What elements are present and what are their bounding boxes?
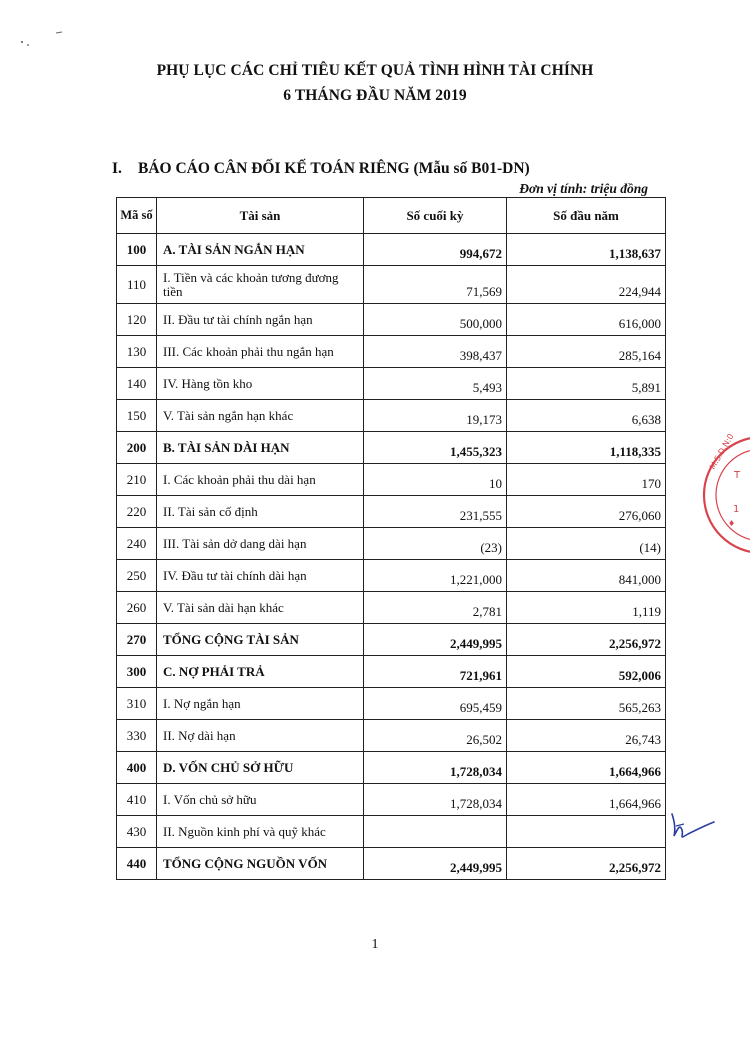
- row-code: 210: [117, 464, 157, 496]
- table-row: [117, 816, 666, 848]
- row-item: TỔNG CỘNG TÀI SẢN: [157, 624, 364, 656]
- row-end-value: 26,502: [364, 720, 507, 752]
- row-code: 430: [117, 816, 157, 848]
- table-row: [117, 752, 666, 784]
- row-begin-value: 841,000: [507, 560, 666, 592]
- table-row: [117, 336, 666, 368]
- table-row: [117, 656, 666, 688]
- row-code: 300: [117, 656, 157, 688]
- row-end-value: 10: [364, 464, 507, 496]
- row-code: 150: [117, 400, 157, 432]
- company-seal-stamp: [700, 430, 750, 560]
- row-item: A. TÀI SẢN NGẮN HẠN: [157, 234, 364, 266]
- signature-initials: [668, 808, 718, 848]
- svg-text:1: 1: [733, 504, 740, 515]
- table-row: [117, 720, 666, 752]
- row-end-value: 398,437: [364, 336, 507, 368]
- row-code: 250: [117, 560, 157, 592]
- table-row: [117, 368, 666, 400]
- row-item: I. Các khoản phải thu dài hạn: [157, 464, 364, 496]
- scan-marks: [18, 30, 78, 50]
- document-title-line2: 6 THÁNG ĐẦU NĂM 2019: [283, 87, 467, 104]
- row-end-value: 2,449,995: [364, 848, 507, 880]
- row-code: 220: [117, 496, 157, 528]
- row-end-value: 1,455,323: [364, 432, 507, 464]
- row-code: 200: [117, 432, 157, 464]
- row-item: II. Tài sản cố định: [157, 496, 364, 528]
- row-item: II. Nợ dài hạn: [157, 720, 364, 752]
- row-end-value: 994,672: [364, 234, 507, 266]
- row-begin-value: 170: [507, 464, 666, 496]
- row-item: III. Tài sản dở dang dài hạn: [157, 528, 364, 560]
- header-code: Mã số: [117, 198, 157, 234]
- table-header-row: [117, 198, 666, 234]
- row-end-value: 231,555: [364, 496, 507, 528]
- svg-text:M.S.D.N:0: M.S.D.N:0: [707, 432, 736, 471]
- row-begin-value: 26,743: [507, 720, 666, 752]
- header-item: Tài sản: [157, 198, 364, 234]
- page-number: 1: [371, 937, 379, 952]
- row-end-value: 500,000: [364, 304, 507, 336]
- row-code: 260: [117, 592, 157, 624]
- row-code: 240: [117, 528, 157, 560]
- section-number: I.: [112, 160, 122, 177]
- row-begin-value: 592,006: [507, 656, 666, 688]
- row-code: 130: [117, 336, 157, 368]
- table-row: [117, 496, 666, 528]
- row-item: IV. Đầu tư tài chính dài hạn: [157, 560, 364, 592]
- row-item: I. Tiền và các khoản tương đương tiền: [157, 266, 364, 304]
- row-begin-value: 1,664,966: [507, 784, 666, 816]
- row-end-value: 1,728,034: [364, 752, 507, 784]
- section-heading: [112, 160, 530, 178]
- row-code: 140: [117, 368, 157, 400]
- document-title-line1: PHỤ LỤC CÁC CHỈ TIÊU KẾT QUẢ TÌNH HÌNH TÀI CHÍNH: [156, 62, 594, 79]
- row-begin-value: 2,256,972: [507, 848, 666, 880]
- row-end-value: 19,173: [364, 400, 507, 432]
- table-row: [117, 784, 666, 816]
- row-code: 120: [117, 304, 157, 336]
- row-begin-value: 1,138,637: [507, 234, 666, 266]
- row-item: C. NỢ PHẢI TRẢ: [157, 656, 364, 688]
- table-row: [117, 560, 666, 592]
- row-begin-value: 1,664,966: [507, 752, 666, 784]
- balance-sheet-table: [116, 197, 666, 880]
- row-begin-value: 1,119: [507, 592, 666, 624]
- table-row: [117, 528, 666, 560]
- row-item: D. VỐN CHỦ SỞ HỮU: [157, 752, 364, 784]
- row-end-value: (23): [364, 528, 507, 560]
- row-begin-value: 5,891: [507, 368, 666, 400]
- row-item: III. Các khoản phải thu ngắn hạn: [157, 336, 364, 368]
- row-begin-value: 2,256,972: [507, 624, 666, 656]
- row-code: 440: [117, 848, 157, 880]
- unit-note: Đơn vị tính: triệu đồng: [519, 181, 648, 196]
- table-row: [117, 848, 666, 880]
- table-row: [117, 234, 666, 266]
- row-end-value: 1,728,034: [364, 784, 507, 816]
- row-item: V. Tài sản dài hạn khác: [157, 592, 364, 624]
- row-item: I. Vốn chủ sở hữu: [157, 784, 364, 816]
- row-code: 100: [117, 234, 157, 266]
- header-end-period: Số cuối kỳ: [364, 198, 507, 234]
- row-item: B. TÀI SẢN DÀI HẠN: [157, 432, 364, 464]
- row-begin-value: 224,944: [507, 266, 666, 304]
- row-end-value: 71,569: [364, 266, 507, 304]
- row-code: 330: [117, 720, 157, 752]
- row-item: IV. Hàng tồn kho: [157, 368, 364, 400]
- row-item: TỔNG CỘNG NGUỒN VỐN: [157, 848, 364, 880]
- row-begin-value: 616,000: [507, 304, 666, 336]
- table-row: [117, 688, 666, 720]
- row-code: 400: [117, 752, 157, 784]
- table-row: [117, 266, 666, 304]
- header-begin-year: Số đầu năm: [507, 198, 666, 234]
- row-end-value: [364, 816, 507, 848]
- row-item: II. Nguồn kinh phí và quỹ khác: [157, 816, 364, 848]
- svg-text:♦: ♦: [728, 519, 736, 528]
- table-row: [117, 624, 666, 656]
- section-title: BÁO CÁO CÂN ĐỐI KẾ TOÁN RIÊNG (Mẫu số B01-DN): [138, 160, 530, 177]
- row-begin-value: 276,060: [507, 496, 666, 528]
- row-code: 410: [117, 784, 157, 816]
- row-end-value: 695,459: [364, 688, 507, 720]
- row-end-value: 2,781: [364, 592, 507, 624]
- row-item: I. Nợ ngắn hạn: [157, 688, 364, 720]
- table-row: [117, 400, 666, 432]
- row-begin-value: 285,164: [507, 336, 666, 368]
- row-code: 310: [117, 688, 157, 720]
- table-row: [117, 464, 666, 496]
- row-begin-value: (14): [507, 528, 666, 560]
- table-row: [117, 432, 666, 464]
- row-code: 110: [117, 266, 157, 304]
- row-code: 270: [117, 624, 157, 656]
- row-end-value: 1,221,000: [364, 560, 507, 592]
- svg-text:T: T: [734, 470, 741, 481]
- row-item: II. Đầu tư tài chính ngắn hạn: [157, 304, 364, 336]
- table-row: [117, 592, 666, 624]
- row-begin-value: [507, 816, 666, 848]
- row-end-value: 5,493: [364, 368, 507, 400]
- table-row: [117, 304, 666, 336]
- row-end-value: 721,961: [364, 656, 507, 688]
- row-begin-value: 6,638: [507, 400, 666, 432]
- row-item: V. Tài sản ngắn hạn khác: [157, 400, 364, 432]
- row-end-value: 2,449,995: [364, 624, 507, 656]
- row-begin-value: 1,118,335: [507, 432, 666, 464]
- row-begin-value: 565,263: [507, 688, 666, 720]
